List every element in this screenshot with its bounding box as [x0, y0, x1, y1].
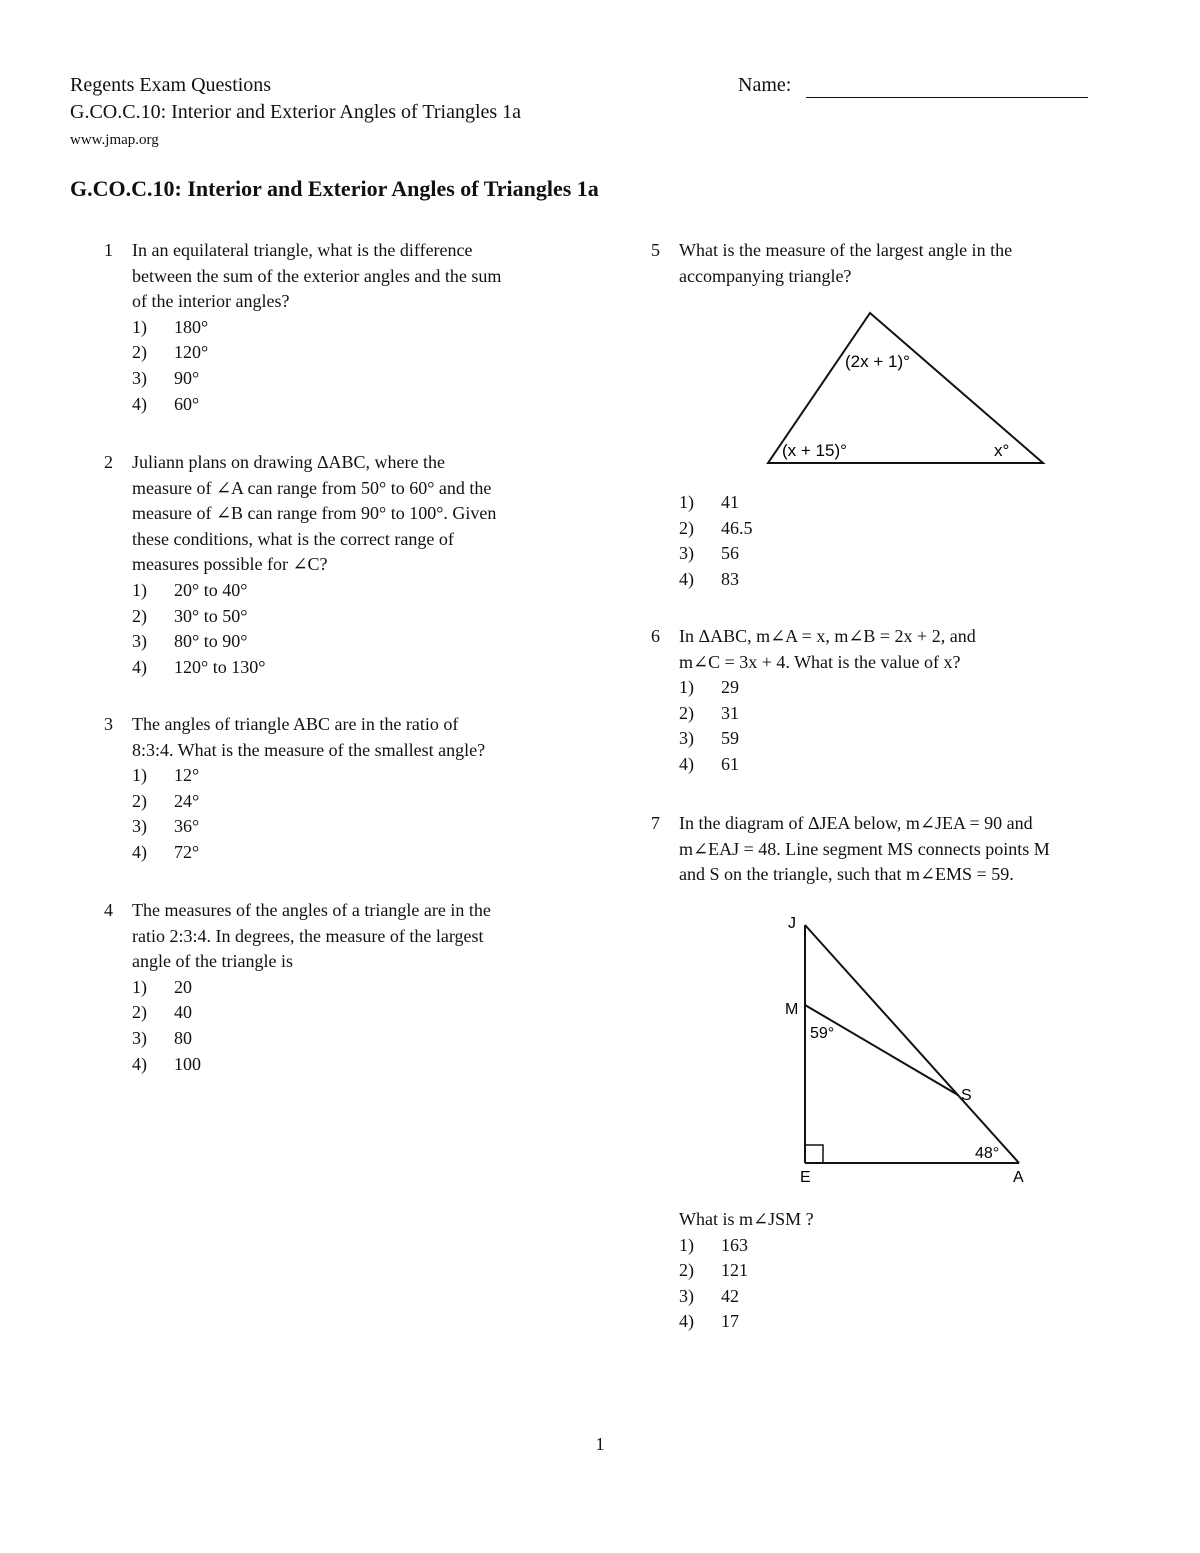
question-stem-line: Juliann plans on drawing ΔABC, where the	[132, 452, 446, 472]
answer-option[interactable]: 3) 36°	[132, 816, 200, 837]
answer-option[interactable]: 1) 29	[679, 677, 739, 698]
question-stem-line: 8:3:4. What is the measure of the smallest angle?	[132, 739, 486, 760]
angle-label-59: 59°	[810, 1025, 835, 1042]
angle-label-left: (x + 15)°	[782, 441, 847, 460]
question-number: 2	[104, 452, 113, 472]
answer-option[interactable]: 2) 24°	[132, 790, 200, 811]
question-stem-line: angle of the triangle is	[132, 951, 293, 972]
question-stem-line: m∠EAJ = 48. Line segment MS connects points M	[679, 838, 1050, 859]
header-line1: Regents Exam Questions	[70, 74, 272, 96]
question-stem-line: In ΔABC, m∠A = x, m∠B = 2x + 2, and	[679, 626, 976, 646]
question-stem-line: m∠C = 3x + 4. What is the value of x?	[679, 651, 961, 672]
point-label-m: M	[785, 1001, 799, 1018]
question-stem-line: ratio 2:3:4. In degrees, the measure of the largest	[132, 925, 484, 946]
answer-option[interactable]: 4) 100	[132, 1053, 201, 1074]
question-stem-line: these conditions, what is the correct range of	[132, 528, 454, 549]
header-url: www.jmap.org	[70, 132, 159, 148]
question-7-followup	[679, 1207, 1149, 1335]
question-number: 6	[651, 626, 660, 646]
segment-ja	[805, 925, 1019, 1163]
answer-option[interactable]: 2) 121	[679, 1260, 748, 1281]
question-stem-line: measures possible for ∠C?	[132, 554, 328, 575]
answer-option[interactable]: 2) 40	[132, 1002, 192, 1023]
angle-label-right: x°	[994, 441, 1010, 460]
question-2	[104, 450, 602, 680]
question-stem-line: measure of ∠B can range from 90° to 100°. Given	[132, 503, 497, 524]
answer-option[interactable]: 1) 163	[679, 1234, 748, 1255]
answer-option[interactable]: 3) 80° to 90°	[132, 631, 248, 652]
answer-option[interactable]: 1) 20° to 40°	[132, 579, 248, 600]
point-label-a: A	[1013, 1169, 1024, 1186]
question-prompt: What is m∠JSM ?	[679, 1209, 814, 1229]
question-number: 3	[104, 714, 113, 734]
question-number: 4	[104, 900, 113, 920]
question-stem-line: accompanying triangle?	[679, 265, 852, 286]
question-number: 1	[104, 240, 113, 260]
angle-label-top: (2x + 1)°	[845, 352, 910, 371]
question-3	[104, 712, 602, 866]
question-1	[104, 238, 602, 417]
answer-option[interactable]: 3) 56	[679, 543, 739, 564]
question-stem-line: The angles of triangle ABC are in the ratio of	[132, 714, 459, 734]
answer-option[interactable]: 3) 80	[132, 1027, 192, 1048]
angle-label-48: 48°	[975, 1145, 1000, 1162]
answer-option[interactable]: 1) 12°	[132, 765, 200, 786]
question-5-options	[679, 490, 1149, 592]
answer-option[interactable]: 4) 60°	[132, 393, 200, 414]
triangle-figure-q7	[780, 908, 1040, 1188]
question-stem-line: In the diagram of ΔJEA below, m∠JEA = 90 and	[679, 813, 1033, 833]
answer-option[interactable]: 2) 31	[679, 702, 739, 723]
page-title: G.CO.C.10: Interior and Exterior Angles of Triangles 1a	[70, 176, 599, 201]
page-number: 1	[595, 1434, 605, 1454]
point-label-j: J	[788, 915, 796, 932]
right-angle-mark	[805, 1145, 823, 1163]
question-stem-line: between the sum of the exterior angles and the sum	[132, 265, 502, 286]
answer-option[interactable]: 4) 17	[679, 1311, 739, 1332]
question-4	[104, 898, 602, 1077]
question-stem-line: What is the measure of the largest angle in the	[679, 240, 1013, 260]
name-label: Name:	[738, 74, 792, 96]
point-label-e: E	[800, 1169, 811, 1186]
question-5	[651, 238, 1149, 289]
answer-option[interactable]: 1) 180°	[132, 316, 209, 337]
point-label-s: S	[961, 1087, 972, 1104]
answer-option[interactable]: 1) 41	[679, 492, 739, 512]
question-7	[651, 811, 1149, 888]
triangle-figure-q5	[760, 305, 1060, 475]
answer-option[interactable]: 4) 72°	[132, 841, 200, 862]
answer-option[interactable]: 2) 46.5	[679, 517, 753, 538]
segment-ms	[805, 1005, 958, 1095]
question-stem-line: measure of ∠A can range from 50° to 60° and the	[132, 477, 492, 498]
question-number: 7	[651, 813, 660, 833]
answer-option[interactable]: 2) 120°	[132, 342, 209, 363]
answer-option[interactable]: 3) 90°	[132, 367, 200, 388]
answer-option[interactable]: 1) 20	[132, 976, 192, 997]
answer-option[interactable]: 3) 59	[679, 728, 739, 749]
answer-option[interactable]: 3) 42	[679, 1285, 739, 1306]
question-stem-line: The measures of the angles of a triangle are in the	[132, 900, 491, 920]
question-stem-line: of the interior angles?	[132, 291, 290, 312]
answer-option[interactable]: 4) 83	[679, 568, 739, 589]
name-field[interactable]	[806, 97, 1088, 98]
answer-option[interactable]: 4) 61	[679, 753, 739, 774]
answer-option[interactable]: 4) 120° to 130°	[132, 656, 266, 677]
header-line2: G.CO.C.10: Interior and Exterior Angles of Triangles 1a	[70, 101, 522, 123]
question-6	[651, 624, 1149, 778]
answer-option[interactable]: 2) 30° to 50°	[132, 605, 248, 626]
question-stem-line: In an equilateral triangle, what is the difference	[132, 240, 473, 260]
question-number: 5	[651, 240, 660, 260]
question-stem-line: and S on the triangle, such that m∠EMS = 59.	[679, 864, 1014, 885]
